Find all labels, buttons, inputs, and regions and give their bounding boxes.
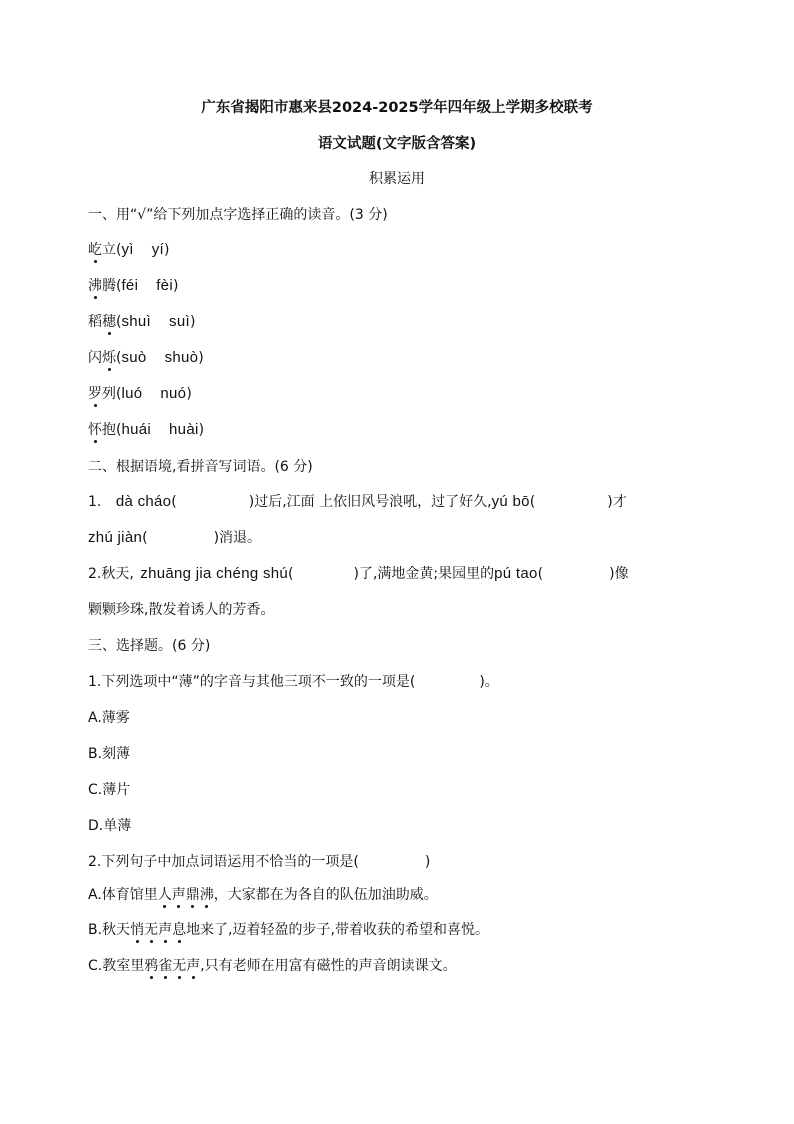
pinyin-option-2[interactable]: yí xyxy=(151,241,165,258)
q2-s2-pinyin1: zhuāng jia chéng shú xyxy=(140,565,289,582)
dotted-char: 屹 xyxy=(88,239,102,259)
q2-sentence2-line2: 颗颗珍珠,散发着诱人的芳香。 xyxy=(88,602,275,618)
word-suffix: ( xyxy=(116,314,122,330)
q3-sub1-stem xyxy=(88,671,499,691)
word-prefix: 闪 xyxy=(88,350,102,366)
option-rest: ，大家都在为各自的队伍加油助威。 xyxy=(213,887,438,903)
word-suffix: 抱( xyxy=(102,422,122,438)
pinyin-option-2[interactable]: nuó xyxy=(160,385,187,402)
pinyin-option-1[interactable]: shuì xyxy=(121,313,152,330)
pinyin-option-2[interactable]: suì xyxy=(169,313,190,330)
q2-s1-open2: ( xyxy=(529,494,536,510)
q3-sub2-stem xyxy=(88,851,430,871)
q2-s2-pre: 2.秋天, xyxy=(88,566,134,582)
dotted-phrase: 悄无声息 xyxy=(130,922,186,938)
q3-sub2-stem-end: ) xyxy=(424,854,431,870)
doc-title-line2: 语文试题(文字版含答案) xyxy=(317,136,477,152)
close-paren: ) xyxy=(198,422,205,438)
q1-heading: 一、用“√”给下列加点字选择正确的读音。(3 分) xyxy=(88,207,388,223)
close-paren: ) xyxy=(164,242,170,258)
q2-s2-pinyin2: pú tao xyxy=(494,565,538,582)
option-rest: ,只有老师在用富有磁性的声音朗读课文。 xyxy=(200,958,457,974)
q3-heading: 三、选择题。(6 分) xyxy=(88,638,211,654)
pinyin-option-2[interactable]: fèi xyxy=(156,277,173,294)
word-suffix: 列( xyxy=(102,386,122,402)
q2-s1-text2: )才 xyxy=(607,494,627,510)
q2-s1-text3: )消退。 xyxy=(213,530,262,546)
close-paren: ) xyxy=(172,278,179,294)
option-prefix: A.体育馆里 xyxy=(88,887,158,903)
pinyin-option-2[interactable]: shuò xyxy=(164,349,199,366)
dotted-phrase: 人声鼎沸 xyxy=(158,887,214,903)
pinyin-option-1[interactable]: féi xyxy=(121,277,139,294)
q2-sentence1-line2 xyxy=(88,527,261,547)
close-paren: ) xyxy=(186,386,192,402)
q2-s1-open3: ( xyxy=(142,530,148,546)
option-rest: 地来了,迈着轻盈的步子,带着收获的希望和喜悦。 xyxy=(186,922,489,938)
pinyin-option-1[interactable]: luó xyxy=(121,385,143,402)
word-prefix: 稻 xyxy=(88,314,102,330)
pinyin-option-1[interactable]: yì xyxy=(121,241,134,258)
close-paren: ) xyxy=(189,314,196,330)
dotted-char: 罗 xyxy=(88,383,102,403)
option-prefix: C.教室里 xyxy=(88,958,145,974)
word-suffix: 腾( xyxy=(102,278,122,294)
q2-s1-number: 1. xyxy=(88,494,102,510)
pinyin-option-1[interactable]: suò xyxy=(121,349,147,366)
word-suffix: 立( xyxy=(102,242,122,258)
q1-item xyxy=(88,275,178,295)
q2-s2-text1: )了,满地金黄;果园里的 xyxy=(353,566,495,582)
q1-item xyxy=(88,347,204,367)
q1-item xyxy=(88,383,192,403)
q2-heading: 二、根据语境,看拼音写词语。(6 分) xyxy=(88,459,313,475)
close-paren: ) xyxy=(198,350,204,366)
dotted-char: 烁 xyxy=(102,347,116,367)
q2-s1-pinyin2: yú bō xyxy=(491,493,530,510)
option-prefix: B.秋天 xyxy=(88,922,131,938)
q2-s2-text2: )像 xyxy=(609,566,629,582)
q2-s1-open1: ( xyxy=(171,494,177,510)
q2-s2-open2: ( xyxy=(537,566,544,582)
doc-title-line1: 广东省揭阳市惠来县2024-2025学年四年级上学期多校联考 xyxy=(201,100,593,116)
q2-s1-pinyin1: dà cháo xyxy=(115,493,172,510)
q3-sub1-stem-end: )。 xyxy=(479,674,499,690)
q3-sub2-option-c xyxy=(88,955,457,975)
q3-sub1-stem-text: 1.下列选项中“薄”的字音与其他三项不一致的一项是( xyxy=(88,674,416,690)
dotted-char: 沸 xyxy=(88,275,102,295)
section-name: 积累运用 xyxy=(369,171,425,187)
q3-sub2-option-b xyxy=(88,919,489,939)
q1-item xyxy=(88,239,170,259)
word-suffix: ( xyxy=(116,350,122,366)
q3-sub2-option-a xyxy=(88,884,438,904)
q2-s1-text1: )过后,江面 上依旧风号浪吼，过了好久, xyxy=(248,494,492,510)
pinyin-option-2[interactable]: huài xyxy=(169,421,199,438)
q2-s2-open1: ( xyxy=(288,566,294,582)
q3-sub1-option-a: A.薄雾 xyxy=(88,710,130,726)
q3-sub2-stem-text: 2.下列句子中加点词语运用不恰当的一项是( xyxy=(88,854,359,870)
q2-sentence2-line1 xyxy=(88,563,629,583)
q2-s1-pinyin3: zhú jiàn xyxy=(88,529,143,546)
pinyin-option-1[interactable]: huái xyxy=(121,421,152,438)
dotted-char: 穗 xyxy=(102,311,116,331)
q1-item xyxy=(88,311,195,331)
dotted-phrase: 鸦雀无声 xyxy=(144,958,200,974)
q3-sub1-option-b: B.刻薄 xyxy=(88,746,131,762)
q1-item xyxy=(88,419,204,439)
q2-sentence1-line1 xyxy=(88,491,627,511)
q3-sub1-option-c: C.薄片 xyxy=(88,782,131,798)
q3-sub1-option-d: D.单薄 xyxy=(88,818,132,834)
dotted-char: 怀 xyxy=(88,419,102,439)
